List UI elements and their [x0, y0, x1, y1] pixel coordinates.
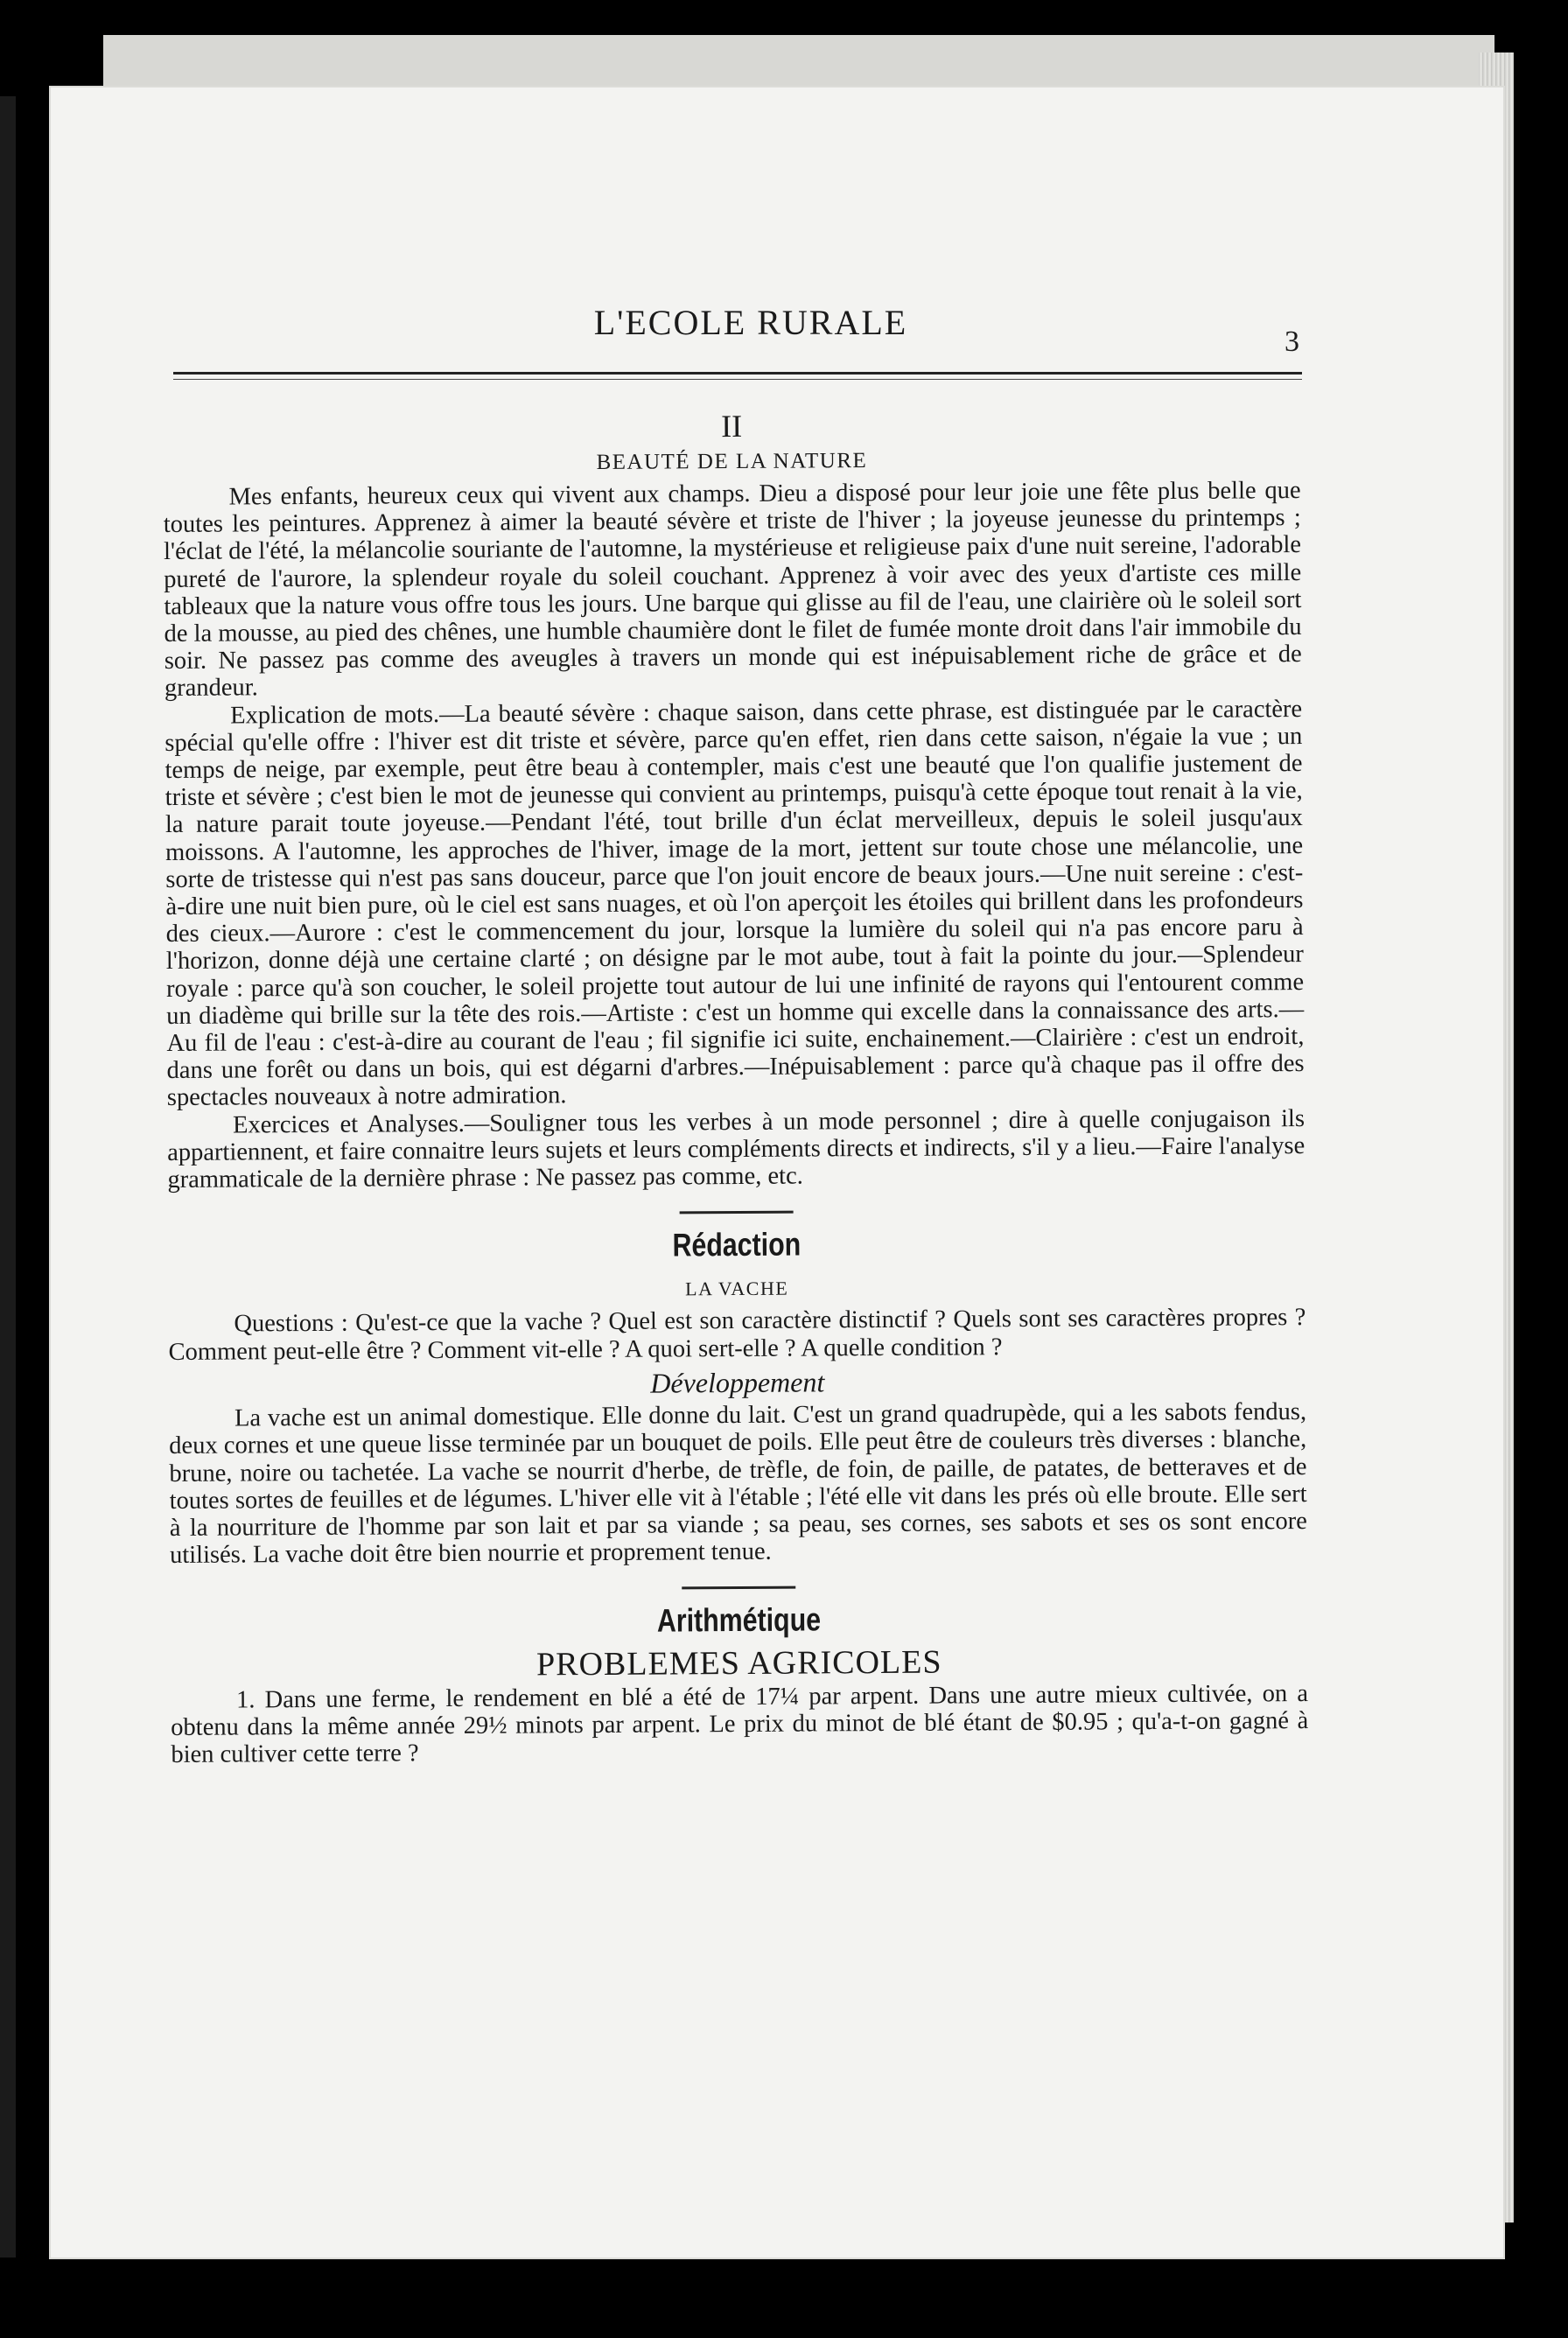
problems-title: PROBLEMES AGRICOLES	[536, 1643, 942, 1684]
running-title: L'ECOLE RURALE	[593, 303, 908, 342]
header-rule-thin	[173, 379, 1302, 380]
section-number: II	[721, 408, 743, 444]
arithmetique-heading: Arithmétique	[656, 1601, 822, 1639]
developpement-title: Développement	[650, 1366, 825, 1399]
section-title: BEAUTÉ DE LA NATURE	[596, 449, 868, 474]
exercices-text: Exercices et Analyses.—Souligner tous les verbes à un mode personnel ; dire à quelle conjugaison ils appartiennent, et faire connaitre leurs sujets et leurs compléments directs et indirects, s'il y a lieu.—Faire l'analyse grammaticale de la dernière phrase : Ne passez pas comme, etc.	[167, 1104, 1306, 1194]
explication-text: Explication de mots.—La beauté sévère : chaque saison, dans cette phrase, est distinguée par le caractère spécial qu'elle offre : l'hiver est dit triste et sévère, parce qu'en effet, rien dans cette saison, n'égaie la vue ; un temps de neige, par exemple, peut être beau à contempler, mais c'est une beauté que l'on qualifie justement de triste et sévère ; c'est bien le mot de jeunesse qui convient au printemps, puisqu'à cette époque tout renait à la vie, la nature parait toute joyeuse.—Pendant l'été, tout brille d'un éclat merveilleux, depuis le soleil jusqu'aux moissons. A l'automne, les approches de l'hiver, image de la mort, jettent sur toute chose une mélancolie, une sorte de tristesse qui n'est pas sans douceur, parce que l'on jouit encore de beaux jours.—Une nuit sereine : c'est-à-dire une nuit bien pure, où le ciel est sans nuages, et où l'on aperçoit les étoiles qui brillent dans les profondeurs des cieux.—Aurore : c'est le commencement du jour, lorsque la lumière du soleil qui n'a pas encore paru à l'horizon, donne déjà une certaine clarté ; on désigne par le mot aube, tout à fait la pointe du jour.—Splendeur royale : parce qu'à son coucher, le soleil projette tout autour de lui une infinité de rayons qui l'entourent comme un diadème qui brille sur la tête des rois.—Artiste : c'est un homme qui excelle dans la connaissance des arts.—Au fil de l'eau : c'est-à-dire au courant de l'eau ; fil signifie ici suite, enchainement.—Clairière : c'est un endroit, dans une forêt ou dans un bois, qui est dégarni d'arbres.—Inépuisablement : parce qu'à chaque pas il offre des spectacles nouveaux à notre admiration.	[164, 695, 1305, 1112]
separator-rule	[680, 1211, 794, 1214]
separator-rule	[682, 1586, 795, 1590]
page-header	[164, 219, 1302, 402]
redaction-questions: Questions : Qu'est-ce que la vache ? Quel est son caractère distinctif ? Quels sont ses caractères propres ? Comment peut-elle être ? Comment vit-elle ? A quoi sert-elle ? A quelle condition ?	[168, 1304, 1306, 1366]
page-content	[163, 400, 1308, 1768]
book-page	[51, 88, 1503, 2258]
header-rule	[173, 372, 1302, 374]
reading-text: Mes enfants, heureux ceux qui vivent aux champs. Dieu a disposé pour leur joie une fête plus belle que toutes les peintures. Apprenez à aimer la beauté sévère et triste de l'hiver ; la joyeuse jeunesse du printemps ; l'éclat de l'été, la mélancolie souriante de l'automne, la mystérieuse et religieuse paix d'une nuit sereine, l'adorable pureté de l'aurore, la splendeur royale du soleil couchant. Apprenez à voir avec des yeux d'artiste ces mille tableaux que la nature vous offre tous les jours. Une barque qui glisse au fil de l'eau, une clairière où le soleil sort de la mousse, au pied des chênes, une humble chaumière dont le filet de fumée monte droit dans l'air immobile du soir. Ne passez pas comme des aveugles à travers un monde qui est inépuisablement riche de grâce et de grandeur.	[163, 477, 1302, 703]
page-number: 3	[1284, 326, 1299, 358]
redaction-heading: Rédaction	[672, 1226, 802, 1264]
redaction-subtitle: LA VACHE	[685, 1277, 789, 1300]
developpement-text: La vache est un animal domestique. Elle donne du lait. C'est un grand quadrupède, qui a les sabots fendus, deux cornes et une queue lisse terminée par un bouquet de poils. Elle peut être de couleurs très diverses : blanche, brune, noire ou tachetée. La vache se nourrit d'herbe, de trèfle, de foin, de paille, de patates, de betteraves et de toutes sortes de feuilles et de légumes. L'hiver elle vit à l'étable ; l'été elle vit dans les prés où elle broute. Elle sert à la nourriture de l'homme par son lait et par sa viande ; sa peau, ses cornes, ses sabots et ses os sont encore utilisés. La vache doit être bien nourrie et proprement tenue.	[169, 1398, 1307, 1570]
problem-1: 1. Dans une ferme, le rendement en blé a été de 17¼ par arpent. Dans une autre mieux cultivée, on a obtenu dans la même année 29½ minots par arpent. Le prix du minot de blé étant de $0.95 ; qu'a-t-on gagné à bien cultiver cette terre ?	[171, 1679, 1309, 1768]
book-spine-shadow	[0, 96, 16, 2258]
